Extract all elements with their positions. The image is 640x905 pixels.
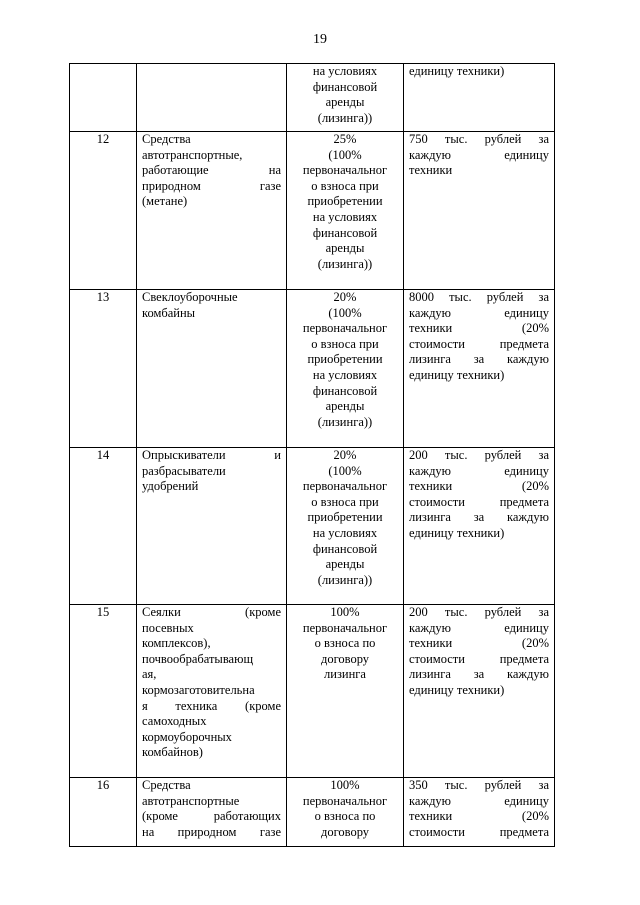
name-line: удобрений [142, 479, 199, 494]
share-line: приобретении [307, 194, 383, 209]
cell-name [137, 290, 287, 448]
cell-number: 16 [70, 778, 137, 847]
name-line: Средства [142, 132, 191, 146]
name-line: автотранспортные [142, 793, 240, 808]
table-row [70, 605, 555, 778]
cell-number [70, 64, 137, 132]
table-row [70, 778, 555, 847]
limit-line: единицу техники) [409, 367, 505, 382]
share-line: договору [320, 651, 370, 666]
cell-number: 15 [70, 605, 137, 778]
cell-limit [404, 778, 555, 847]
cell-name [137, 64, 287, 132]
limit-line: лизинга за каждую [409, 510, 549, 525]
cell-limit [404, 64, 555, 132]
share-line: первоначальног [302, 620, 388, 635]
name-line: почвообрабатывающ [142, 651, 254, 666]
limit-line: стоимости предмета [409, 336, 549, 351]
share-line: финансовой [312, 225, 378, 240]
name-line: комбайны [142, 305, 196, 320]
cell-limit [404, 132, 555, 290]
limit-line: каждую единицу [409, 620, 549, 635]
name-line: на природном газе [142, 824, 281, 839]
table-body [70, 64, 555, 847]
limit-line: 8000 тыс. рублей за [409, 290, 549, 304]
limit-line: каждую единицу [409, 793, 549, 808]
share-line: приобретении [307, 510, 383, 525]
share-line: (100% [328, 147, 362, 162]
name-line: (метане) [142, 194, 188, 209]
cell-name [137, 605, 287, 778]
limit-line: техники (20% [409, 479, 549, 494]
share-line: аренды [325, 95, 365, 110]
limit-line: каждую единицу [409, 305, 549, 320]
share-line: 100% [330, 778, 360, 792]
table-row [70, 290, 555, 448]
limit-line: единицу техники) [409, 525, 505, 540]
share-line: финансовой [312, 541, 378, 556]
share-line: 25% [333, 132, 357, 146]
limit-line: стоимости предмета [409, 651, 549, 666]
cell-share [287, 290, 404, 448]
share-line: первоначальног [302, 163, 388, 178]
share-line: первоначальног [302, 321, 388, 336]
share-line: на условиях [312, 525, 378, 540]
leasing-table [69, 63, 555, 847]
share-line: (лизинга)) [317, 572, 373, 587]
cell-number: 14 [70, 448, 137, 605]
cell-name [137, 132, 287, 290]
share-line: первоначальног [302, 793, 388, 808]
name-line: кормоуборочных [142, 729, 232, 744]
cell-share [287, 132, 404, 290]
limit-line: 200 тыс. рублей за [409, 605, 549, 619]
name-line: природном газе [142, 178, 281, 193]
cell-name [137, 448, 287, 605]
share-line: 20% [333, 448, 357, 462]
share-line: на условиях [312, 209, 378, 224]
share-line: (100% [328, 305, 362, 320]
share-line: о взноса при [311, 178, 379, 193]
cell-share [287, 778, 404, 847]
share-line: о взноса при [311, 336, 379, 351]
share-line: аренды [325, 241, 365, 256]
table-row [70, 448, 555, 605]
limit-line: техники [409, 163, 453, 178]
limit-line: единицу техники) [409, 64, 505, 78]
cell-share [287, 605, 404, 778]
share-line: на условиях [312, 64, 378, 78]
share-line: (100% [328, 463, 362, 478]
limit-line: техники (20% [409, 321, 549, 336]
name-line: кормозаготовительна [142, 682, 255, 697]
name-line: посевных [142, 620, 194, 635]
share-line: (лизинга)) [317, 414, 373, 429]
limit-line: стоимости предмета [409, 824, 549, 839]
share-line: (лизинга)) [317, 110, 373, 125]
name-line: я техника (кроме [142, 698, 281, 713]
cell-share [287, 448, 404, 605]
cell-limit [404, 448, 555, 605]
share-line: приобретении [307, 352, 383, 367]
share-line: первоначальног [302, 479, 388, 494]
share-line: 100% [330, 605, 360, 619]
share-line: о взноса при [311, 494, 379, 509]
limit-line: лизинга за каждую [409, 352, 549, 367]
limit-line: стоимости предмета [409, 494, 549, 509]
share-line: на условиях [312, 367, 378, 382]
share-line: (лизинга)) [317, 256, 373, 271]
cell-limit [404, 290, 555, 448]
name-line: автотранспортные, [142, 147, 243, 162]
name-line: Средства [142, 778, 191, 792]
share-line: аренды [325, 399, 365, 414]
limit-line: каждую единицу [409, 463, 549, 478]
name-line: самоходных [142, 714, 207, 729]
table-row [70, 64, 555, 132]
name-line: Сеялки (кроме [142, 605, 281, 619]
share-line: 20% [333, 290, 357, 304]
limit-line: единицу техники) [409, 682, 505, 697]
name-line: комбайнов) [142, 745, 203, 760]
share-line: аренды [325, 557, 365, 572]
limit-line: лизинга за каждую [409, 667, 549, 682]
limit-line: 200 тыс. рублей за [409, 448, 549, 462]
cell-number: 13 [70, 290, 137, 448]
table-row [70, 132, 555, 290]
cell-limit [404, 605, 555, 778]
limit-line: техники (20% [409, 809, 549, 824]
page-number: 19 [313, 32, 327, 47]
name-line: Опрыскиватели и [142, 448, 281, 462]
share-line: о взноса по [314, 809, 376, 824]
limit-line: 750 тыс. рублей за [409, 132, 549, 146]
name-line: работающие на [142, 163, 281, 178]
limit-line: 350 тыс. рублей за [409, 778, 549, 792]
share-line: финансовой [312, 79, 378, 94]
name-line: Свеклоуборочные [142, 290, 238, 304]
share-line: лизинга [324, 667, 366, 682]
name-line: (кроме работающих [142, 809, 281, 824]
name-line: ая, [142, 667, 157, 682]
share-line: о взноса по [314, 636, 376, 651]
cell-share [287, 64, 404, 132]
limit-line: техники (20% [409, 636, 549, 651]
share-line: договору [320, 824, 370, 839]
name-line: комплексов), [142, 636, 211, 651]
cell-number: 12 [70, 132, 137, 290]
name-line: разбрасыватели [142, 463, 226, 478]
cell-name [137, 778, 287, 847]
limit-line: каждую единицу [409, 147, 549, 162]
share-line: финансовой [312, 383, 378, 398]
